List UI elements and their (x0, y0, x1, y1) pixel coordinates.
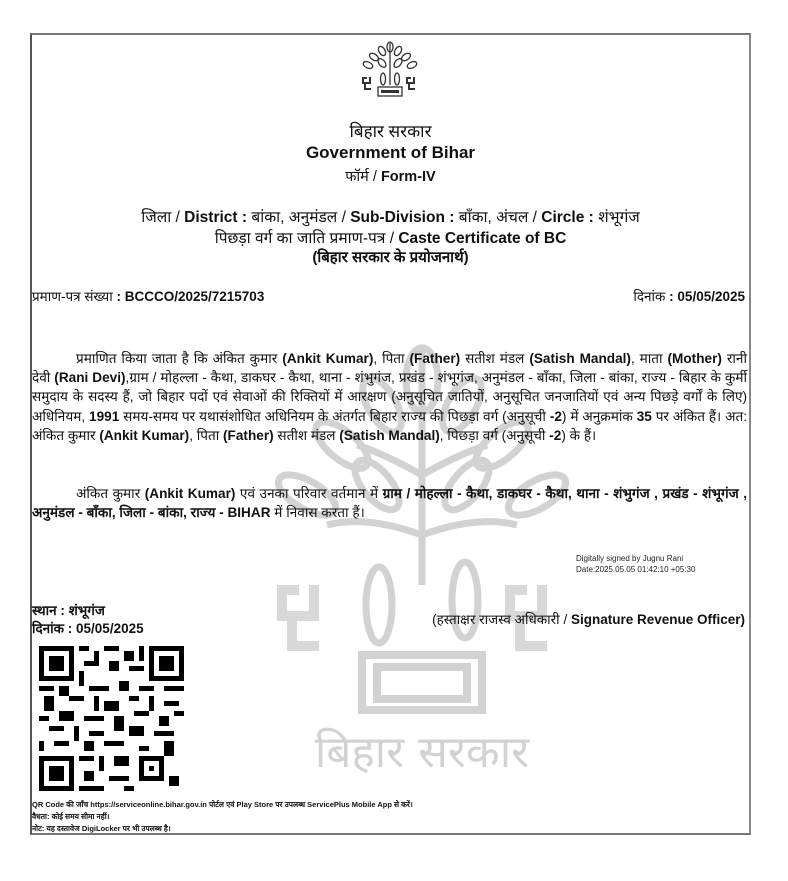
location-line: जिला / District : बांका, अनुमंडल / Sub-Division : बाँका, अंचल / Circle : शंभूगंज (141, 209, 640, 226)
certificate-number-value: BCCCO/2025/7215703 (124, 289, 265, 304)
note-qr-verification: QR Code की जाँच https://serviceonline.bihar.gov.in पोर्टल एवं Play Store पर उपलब्ध ServicePlus Mobile App से करें। (32, 800, 413, 809)
circle-value: शंभूगंज (598, 209, 640, 226)
subdivision-label-hi: अनुमंडल (288, 209, 338, 226)
signature-label: (हस्ताक्षर राजस्व अधिकारी / Signature Revenue Officer) (432, 612, 745, 627)
residence-paragraph: अंकित कुमार (Ankit Kumar) एवं उनका परिवार वर्तमान में ग्राम / मोहल्ला - कैथा, डाकघर - कैथा, थाना - शंभुगंज , प्रखंड - शंभूगंज , अनुमंडल - बाँका, जिला - बांका, राज्य - BIHAR में निवास करता हैं। (32, 486, 747, 521)
place-label: स्थान (32, 603, 57, 618)
father-name-en: (Satish Mandal) (529, 351, 631, 366)
certification-paragraph: प्रमाणित किया जाता है कि अंकित कुमार (Ankit Kumar), पिता (Father) सतीश मंडल (Satish Mandal), माता (Mother) रानी देवी (Rani Devi),ग्राम / मोहल्ला - कैथा, डाकघर - कैथा, थाना - शंभुगंज, प्रखंड - शंभूगंज, अनुमंडल - बाँका, जिला - बांका, राज्य - बिहार के कुर्मी समुदाय के सदस्य हैं, जो बिहार पदों एवं सेवाओं की रिक्तियों में आरक्षण (अनुसूचित जातियों, अनुसूचित जनजातियों एवं अन्य पिछड़े वर्गों के लिए) अधिनियम, 1991 समय-समय पर यथासंशोधित अधिनियम के अंतर्गत बिहार राज्य की पिछड़ा वर्ग (अनुसूची -2) में अनुक्रमांक 35 पर अंकित हैं। अत: अंकित कुमार (Ankit Kumar), पिता (Father) सतीश मंडल (Satish Mandal), पिछड़ा वर्ग (अनुसूची -2) के हैं। (32, 351, 748, 443)
place-value: शंभूगंज (68, 603, 105, 618)
form-hindi: फॉर्म (345, 169, 369, 185)
residence-address: ग्राम / मोहल्ला - कैथा, डाकघर - कैथा, थाना - शंभुगंज , प्रखंड - शंभूगंज , अनुमंडल - बाँका, जिला - बांका, राज्य - BIHAR (32, 486, 747, 521)
certificate-title-hindi: पिछड़ा वर्ग का जाति प्रमाण-पत्र (214, 230, 386, 247)
svg-text:बिहार सरकार: बिहार सरकार (314, 727, 530, 775)
note-digilocker: नोट: यह दस्तावेज DigiLocker पर भी उपलब्ध है। (32, 824, 171, 833)
certificate-purpose: (बिहार सरकार के प्रयोजनार्थ) (312, 249, 469, 266)
subdivision-value: बाँका (458, 209, 488, 226)
certificate-title: पिछड़ा वर्ग का जाति प्रमाण-पत्र / Caste Certificate of BC (214, 230, 567, 247)
form-english: Form-IV (380, 169, 436, 185)
district-label-en: District (184, 209, 238, 226)
issue-date-value: 05/05/2025 (677, 289, 745, 304)
note-validity: वैधता: कोई समय सीमा नहीं। (32, 812, 110, 821)
form-title: फॉर्म / Form-IV (345, 169, 436, 185)
qr-code-icon[interactable] (39, 646, 184, 791)
certificate-number-label: प्रमाण-पत्र संख्या (32, 289, 113, 304)
certificate-number: प्रमाण-पत्र संख्या : BCCCO/2025/7215703 (32, 289, 265, 304)
title-hindi: बिहार सरकार (349, 122, 432, 141)
mother-name-en: (Rani Devi) (54, 370, 126, 386)
bihar-emblem-icon (358, 39, 422, 99)
serial-number: 35 (636, 408, 652, 424)
digital-signature-date: Date:2025.05.05 01:42:10 +05:30 (576, 565, 696, 574)
title-english: Government of Bihar (305, 143, 476, 162)
signature-label-english: Signature Revenue Officer) (570, 612, 745, 627)
circle-label-en: Circle (541, 209, 585, 226)
district-label-hi: जिला (141, 209, 172, 226)
certificate-title-english: Caste Certificate of BC (398, 230, 567, 247)
digital-signature-signer: Digitally signed by Jugnu Rani (576, 554, 684, 563)
signature-label-hindi: (हस्ताक्षर राजस्व अधिकारी (432, 612, 560, 627)
circle-label-hi: अंचल (496, 209, 529, 226)
notes-block (32, 799, 413, 835)
footer-date-label: दिनांक (32, 621, 65, 636)
issue-date: दिनांक : 05/05/2025 (633, 289, 745, 304)
applicant-name-en: (Ankit Kumar) (282, 351, 374, 366)
digital-signature (576, 553, 695, 575)
footer-date-value: 05/05/2025 (76, 621, 144, 636)
issue-date-label: दिनांक (633, 289, 666, 304)
district-value: बांका (251, 209, 281, 226)
certificate-page (30, 33, 751, 835)
place-date-block: स्थान : शंभूगंज दिनांक : 05/05/2025 (32, 603, 144, 636)
subdivision-label-en: Sub-Division (350, 209, 445, 226)
